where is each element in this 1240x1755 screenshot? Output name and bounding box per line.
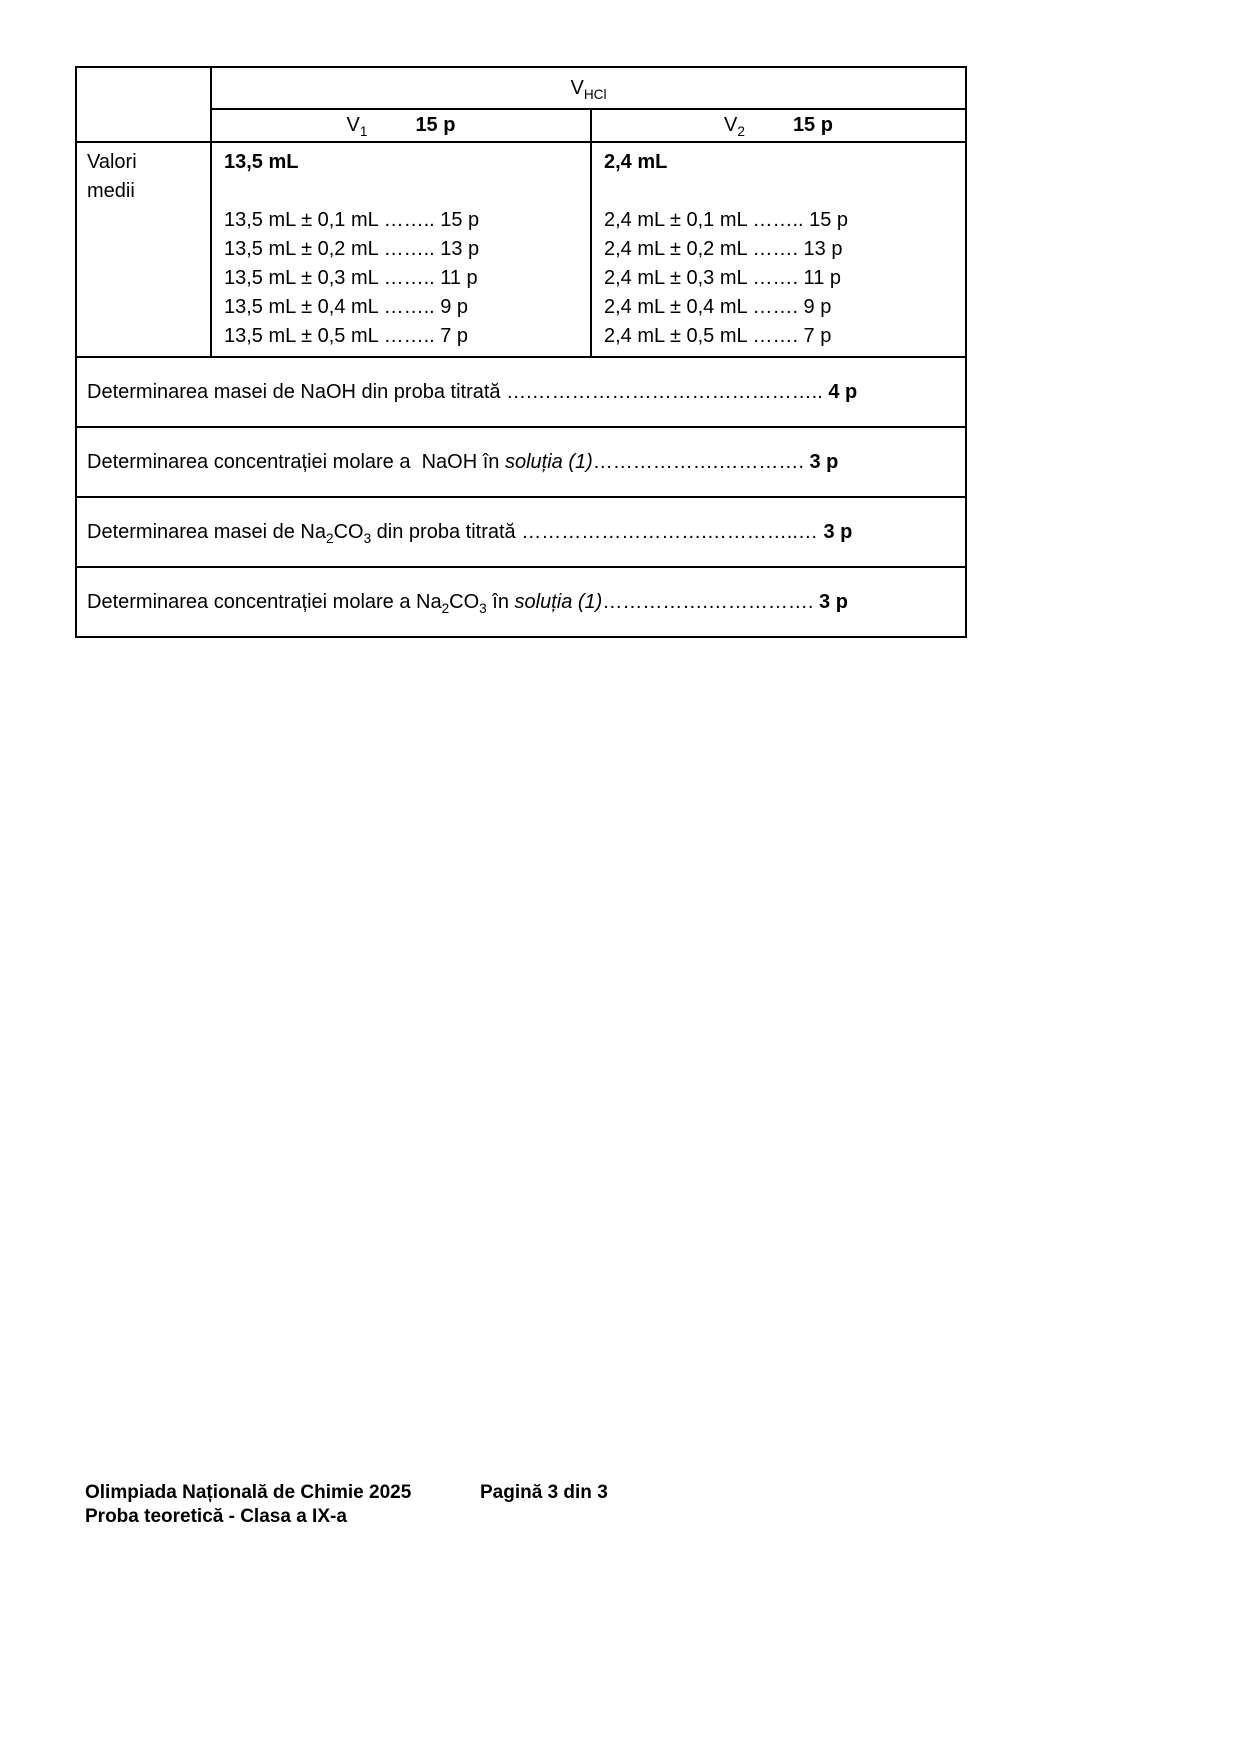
header-row-main (76, 67, 966, 109)
criteria-naoh-concentration-cell (76, 427, 966, 497)
v1-label: $V_1$ (346, 114, 368, 139)
v2-tolerance-line: 2,4 mL ± 0,4 mL ……. 9 p (604, 296, 832, 318)
vhcl-label: $V_{HCl}$ (570, 76, 607, 102)
criteria-na2co3-concentration-cell (76, 567, 966, 637)
v2-tolerance-line: 2,4 mL ± 0,5 mL ……. 7 p (604, 325, 832, 347)
v1-mean-value: 13,5 mL (224, 151, 299, 173)
v2-header-cell (591, 109, 966, 142)
v1-tolerance-line: 13,5 mL ± 0,4 mL …….. 9 p (224, 296, 469, 318)
v1-tolerance-line: 13,5 mL ± 0,5 mL …….. 7 p (224, 325, 469, 347)
v1-tolerance-line: 13,5 mL ± 0,2 mL …….. 13 p (224, 238, 480, 260)
v1-values-cell (211, 142, 591, 357)
row-label: Valori medii (87, 151, 137, 202)
v2-tolerance-line: 2,4 mL ± 0,2 mL ……. 13 p (604, 238, 843, 260)
row-label-cell (76, 142, 211, 357)
footer-title: Olimpiada Națională de Chimie 2025 (85, 1482, 412, 1503)
criteria-text: Determinarea concentrației molare a $Na_2CO_3$ în soluția (1)…………….……………. 3 p (87, 591, 848, 616)
v1-header-cell (211, 109, 591, 142)
criteria-row (76, 427, 966, 497)
criteria-naoh-mass-cell (76, 357, 966, 427)
footer-subtitle: Proba teoretică - Clasa a IX-a (85, 1506, 347, 1527)
v2-points: 15 p (792, 114, 833, 136)
v1-tolerance-line: 13,5 mL ± 0,1 mL …….. 15 p (224, 209, 480, 231)
v2-tolerance-line: 2,4 mL ± 0,3 mL ……. 11 p (604, 267, 842, 289)
criteria-row (76, 357, 966, 427)
v1-tolerance-line: 13,5 mL ± 0,3 mL …….. 11 p (224, 267, 478, 289)
criteria-text: Determinarea concentrației molare a NaOH în soluția (1)……………….…………. 3 p (87, 451, 839, 473)
grading-table (75, 66, 967, 638)
v1-points: 15 p (415, 114, 456, 136)
mean-values-row (76, 142, 966, 357)
v2-label: $V_2$ (724, 114, 745, 139)
criteria-row (76, 567, 966, 637)
criteria-row (76, 497, 966, 567)
v2-mean-value: 2,4 mL (604, 151, 668, 173)
blank-line (224, 177, 578, 206)
page-footer (85, 1481, 608, 1529)
criteria-text: Determinarea masei de $Na_2CO_3$ din proba titrată ……………………….…………..… 3 p (87, 521, 853, 546)
criteria-na2co3-mass-cell (76, 497, 966, 567)
corner-cell (76, 67, 211, 142)
v2-values-cell (591, 142, 966, 357)
footer-line-1 (85, 1481, 608, 1505)
blank-line (604, 177, 953, 206)
v2-tolerance-line: 2,4 mL ± 0,1 mL …….. 15 p (604, 209, 849, 231)
vhcl-header-cell (211, 67, 966, 109)
footer-page-number: Pagină 3 din 3 (480, 1482, 608, 1503)
criteria-text: Determinarea masei de NaOH din proba titrată ….…………………………………….. 4 p (87, 381, 858, 403)
